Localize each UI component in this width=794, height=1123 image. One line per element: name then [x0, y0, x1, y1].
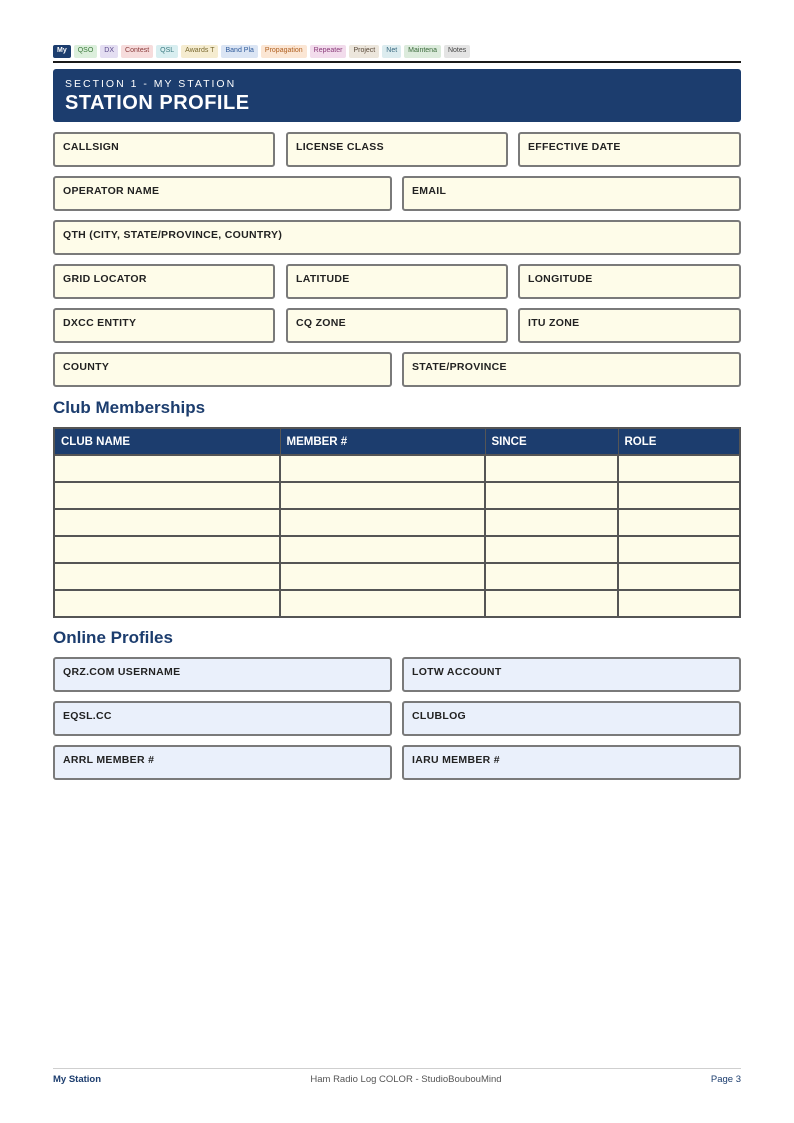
role-cell[interactable] — [618, 590, 740, 617]
page-title: STATION PROFILE — [65, 92, 250, 114]
role-cell[interactable] — [618, 536, 740, 563]
since-cell[interactable] — [485, 563, 618, 590]
member-number-cell[interactable] — [280, 536, 485, 563]
callsign-field[interactable] — [53, 132, 275, 167]
since-cell[interactable] — [485, 482, 618, 509]
clublog-label: CLUBLOG — [412, 710, 467, 722]
footer-section-name: My Station — [53, 1074, 102, 1085]
email-label: EMAIL — [412, 185, 447, 197]
eqsl-field[interactable] — [53, 701, 392, 736]
table-row — [54, 536, 740, 563]
latitude-field[interactable] — [286, 264, 508, 299]
dxcc-entity-field[interactable] — [53, 308, 275, 343]
tab-band-pla[interactable]: Band Pla — [221, 45, 257, 58]
column-header-role: ROLE — [618, 428, 740, 455]
since-cell[interactable] — [485, 590, 618, 617]
since-cell[interactable] — [485, 509, 618, 536]
longitude-field[interactable] — [518, 264, 741, 299]
tab-qso[interactable]: QSO — [74, 45, 98, 58]
table-row — [54, 455, 740, 482]
callsign-label: CALLSIGN — [63, 141, 120, 153]
clublog-field[interactable] — [402, 701, 741, 736]
member-number-cell[interactable] — [280, 509, 485, 536]
club-name-cell[interactable] — [54, 482, 280, 509]
lotw-account-label: LOTW ACCOUNT — [412, 666, 502, 678]
county-field[interactable] — [53, 352, 392, 387]
iaru-member-label: IARU MEMBER # — [412, 754, 500, 766]
member-number-cell[interactable] — [280, 482, 485, 509]
tab-contest[interactable]: Contest — [121, 45, 153, 58]
email-field[interactable] — [402, 176, 741, 211]
qth-field[interactable] — [53, 220, 741, 255]
since-cell[interactable] — [485, 536, 618, 563]
club-memberships-heading: Club Memberships — [53, 398, 206, 417]
role-cell[interactable] — [618, 482, 740, 509]
member-number-cell[interactable] — [280, 590, 485, 617]
table-row — [54, 590, 740, 617]
tab-repeater[interactable]: Repeater — [310, 45, 347, 58]
county-label: COUNTY — [63, 361, 110, 373]
tab-my[interactable]: My — [53, 45, 71, 58]
tab-project[interactable]: Project — [349, 45, 379, 58]
tab-net[interactable]: Net — [382, 45, 401, 58]
iaru-member-field[interactable] — [402, 745, 741, 780]
page-footer — [53, 1068, 741, 1085]
itu-zone-field[interactable] — [518, 308, 741, 343]
online-profiles-heading: Online Profiles — [53, 628, 173, 647]
table-row — [54, 563, 740, 590]
club-name-cell[interactable] — [54, 509, 280, 536]
arrl-member-label: ARRL MEMBER # — [63, 754, 155, 766]
club-name-cell[interactable] — [54, 563, 280, 590]
role-cell[interactable] — [618, 509, 740, 536]
qth-label: QTH (CITY, STATE/PROVINCE, COUNTRY) — [63, 229, 283, 241]
section-tabs — [53, 45, 741, 63]
member-number-cell[interactable] — [280, 455, 485, 482]
longitude-label: LONGITUDE — [528, 273, 593, 285]
effective-date-label: EFFECTIVE DATE — [528, 141, 621, 153]
operator-name-label: OPERATOR NAME — [63, 185, 160, 197]
club-memberships-table — [53, 427, 741, 618]
license-class-field[interactable] — [286, 132, 508, 167]
effective-date-field[interactable] — [518, 132, 741, 167]
grid-locator-field[interactable] — [53, 264, 275, 299]
grid-locator-label: GRID LOCATOR — [63, 273, 147, 285]
latitude-label: LATITUDE — [296, 273, 350, 285]
tab-propagation[interactable]: Propagation — [261, 45, 307, 58]
column-header-member-number: MEMBER # — [280, 428, 485, 455]
state-province-field[interactable] — [402, 352, 741, 387]
cq-zone-field[interactable] — [286, 308, 508, 343]
tab-qsl[interactable]: QSL — [156, 45, 178, 58]
itu-zone-label: ITU ZONE — [528, 317, 580, 329]
lotw-account-field[interactable] — [402, 657, 741, 692]
column-header-since: SINCE — [485, 428, 618, 455]
license-class-label: LICENSE CLASS — [296, 141, 384, 153]
club-name-cell[interactable] — [54, 455, 280, 482]
footer-title: Ham Radio Log COLOR - StudioBoubouMind — [310, 1074, 502, 1085]
tab-notes[interactable]: Notes — [444, 45, 470, 58]
member-number-cell[interactable] — [280, 563, 485, 590]
section-header — [53, 69, 741, 122]
tab-maintena[interactable]: Maintena — [404, 45, 441, 58]
table-header-row — [54, 428, 740, 455]
state-province-label: STATE/PROVINCE — [412, 361, 507, 373]
table-row — [54, 509, 740, 536]
since-cell[interactable] — [485, 455, 618, 482]
tab-awards-t[interactable]: Awards T — [181, 45, 218, 58]
column-header-club-name: CLUB NAME — [54, 428, 280, 455]
dxcc-entity-label: DXCC ENTITY — [63, 317, 137, 329]
table-row — [54, 482, 740, 509]
role-cell[interactable] — [618, 455, 740, 482]
role-cell[interactable] — [618, 563, 740, 590]
club-name-cell[interactable] — [54, 590, 280, 617]
section-kicker: SECTION 1 - MY STATION — [65, 78, 237, 90]
club-name-cell[interactable] — [54, 536, 280, 563]
qrz-username-label: QRZ.COM USERNAME — [63, 666, 181, 678]
eqsl-label: EQSL.CC — [63, 710, 112, 722]
tab-dx[interactable]: DX — [100, 45, 118, 58]
cq-zone-label: CQ ZONE — [296, 317, 346, 329]
arrl-member-field[interactable] — [53, 745, 392, 780]
qrz-username-field[interactable] — [53, 657, 392, 692]
operator-name-field[interactable] — [53, 176, 392, 211]
footer-page-number: Page 3 — [710, 1074, 741, 1085]
